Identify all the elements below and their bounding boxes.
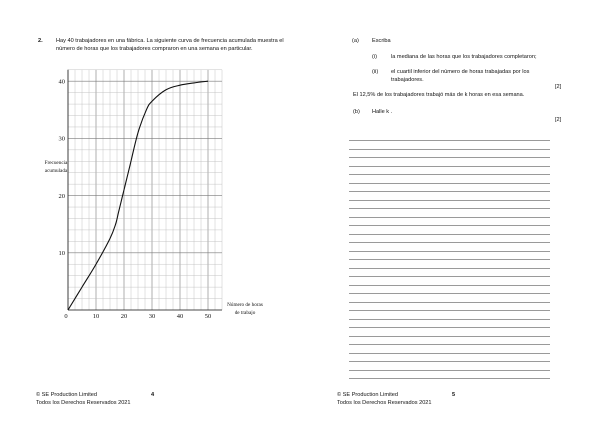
part-a-i-label: (i): [372, 54, 377, 60]
answer-line[interactable]: [349, 174, 550, 175]
answer-line[interactable]: [349, 361, 550, 362]
answer-line[interactable]: [349, 319, 550, 320]
left-page-number: 4: [151, 392, 155, 398]
y-tick-label: 30: [58, 135, 65, 143]
answer-line[interactable]: [349, 242, 550, 243]
answer-line[interactable]: [349, 285, 550, 286]
answer-line[interactable]: [349, 268, 550, 269]
part-a-marks: [2]: [555, 84, 562, 90]
answer-line[interactable]: [349, 166, 550, 167]
answer-line[interactable]: [349, 140, 550, 141]
part-a-ii-text: el cuartil inferior del número de horas trabajadas por los trabajadores.: [391, 69, 530, 83]
part-b-marks: [2]: [555, 117, 562, 123]
right-page-number: 5: [452, 392, 456, 398]
part-a-ii-label: (ii): [372, 69, 379, 75]
answer-line[interactable]: [349, 225, 550, 226]
answer-line[interactable]: [349, 208, 550, 209]
y-tick-label: 10: [58, 250, 65, 257]
left-footer-publisher: © SE Production Limited: [36, 392, 98, 398]
x-axis-label: Número de horas de trabajo: [227, 302, 263, 316]
x-tick-label: 20: [120, 313, 128, 320]
answer-line[interactable]: [349, 191, 550, 192]
answer-line[interactable]: [349, 217, 550, 218]
answer-line[interactable]: [349, 344, 550, 345]
question-number: 2.: [38, 38, 43, 44]
y-tick-label: 20: [58, 192, 65, 200]
answer-line[interactable]: [349, 378, 550, 379]
answer-line[interactable]: [349, 259, 550, 260]
answer-line[interactable]: [349, 200, 550, 201]
x-tick-label: 40: [176, 313, 184, 320]
part-b-text: Halle k .: [372, 109, 393, 115]
answer-line[interactable]: [349, 183, 550, 184]
answer-line[interactable]: [349, 353, 550, 354]
right-footer-rights: Todos los Derechos Reservados 2021: [337, 400, 432, 406]
part-a-i-text: la mediana de las horas que los trabajadores completaron;: [391, 54, 537, 60]
answer-line[interactable]: [349, 251, 550, 252]
question-text: Hay 40 trabajadores en una fábrica. La siguiente curva de frecuencia acumulada muestra el número de horas que los trabajadores compraron en una semana en particular.: [56, 38, 284, 52]
x-tick-label: 30: [148, 313, 156, 320]
answer-line[interactable]: [349, 234, 550, 235]
answer-line[interactable]: [349, 310, 550, 311]
answer-line[interactable]: [349, 276, 550, 277]
x-tick-label: 50: [204, 313, 212, 320]
y-axis-label: Frecuencia acumulada: [44, 160, 68, 174]
answer-line[interactable]: [349, 370, 550, 371]
chart-grid: [68, 70, 222, 310]
answer-line[interactable]: [349, 336, 550, 337]
left-footer-rights: Todos los Derechos Reservados 2021: [36, 400, 131, 406]
answer-line[interactable]: [349, 157, 550, 158]
answer-line[interactable]: [349, 327, 550, 328]
part-a-label: (a): [352, 38, 359, 44]
part-a-instruction: Escriba: [372, 38, 391, 44]
x-tick-label: 10: [92, 313, 100, 320]
y-tick-label: 40: [58, 78, 65, 86]
part-b-label: (b): [353, 109, 360, 115]
chart-tick-labels: [59, 78, 212, 320]
statement-text: El 12,5% de los trabajadores trabajó más de k horas en esa semana.: [353, 92, 525, 98]
answer-line[interactable]: [349, 293, 550, 294]
x-tick-label: 0: [64, 313, 68, 320]
answer-line[interactable]: [349, 302, 550, 303]
answer-line[interactable]: [349, 149, 550, 150]
right-footer-publisher: © SE Production Limited: [337, 392, 399, 398]
